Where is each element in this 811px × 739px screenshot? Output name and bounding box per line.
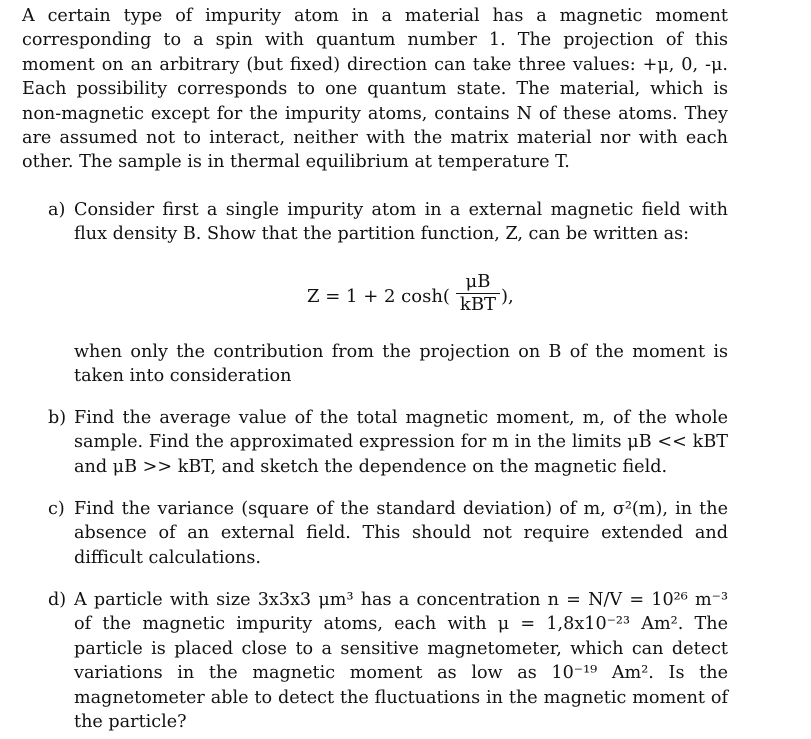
formula-lhs: Z = 1 + 2 cosh(	[307, 286, 450, 307]
part-b-text: Find the average value of the total magnetic moment, m, of the whole sample. Find the approximated expression for m in the limits μB << kBT and μB >> kBT, and sketch the dependence on the magnetic field.	[74, 408, 728, 477]
partition-function-formula	[22, 264, 728, 324]
formula-numerator: μB	[465, 271, 491, 292]
part-d-label: d)	[48, 590, 67, 610]
part-a-after-text: when only the contribution from the projection on B of the moment is taken into consideration	[74, 342, 728, 387]
formula-denominator: kBT	[459, 294, 497, 315]
part-c-label: c)	[48, 499, 65, 519]
part-a-text: Consider first a single impurity atom in a external magnetic field with flux density B. Show that the partition function, Z, can be written as:	[74, 200, 728, 245]
intro-paragraph: A certain type of impurity atom in a material has a magnetic moment corresponding to a spin with quantum number 1. The projection of this moment on an arbitrary (but fixed) direction can take three values: +μ, 0, -μ. Each possibility corresponds to one quantum state. The material, which is non-magnetic except for the impurity atoms, contains N of these atoms. They are assumed not to interact, neither with the matrix material nor with each other. The sample is in thermal equilibrium at temperature T.	[22, 6, 728, 173]
part-b-label: b)	[48, 408, 67, 428]
formula-rhs: ),	[501, 286, 514, 307]
part-a-label: a)	[48, 200, 66, 220]
part-d-text: A particle with size 3x3x3 μm³ has a concentration n = N/V = 10²⁶ m⁻³ of the magnetic impurity atoms, each with μ = 1,8x10⁻²³ Am². The particle is placed close to a sensitive magnetometer, which can detect variations in the magnetic moment as low as 10⁻¹⁹ Am². Is the magnetometer able to detect the fluctuations in the magnetic moment of the particle?	[74, 590, 728, 733]
part-c-text: Find the variance (square of the standard deviation) of m, σ²(m), in the absence of an external field. This should not require extended and difficult calculations.	[74, 499, 728, 568]
formula-fraction	[456, 272, 500, 315]
